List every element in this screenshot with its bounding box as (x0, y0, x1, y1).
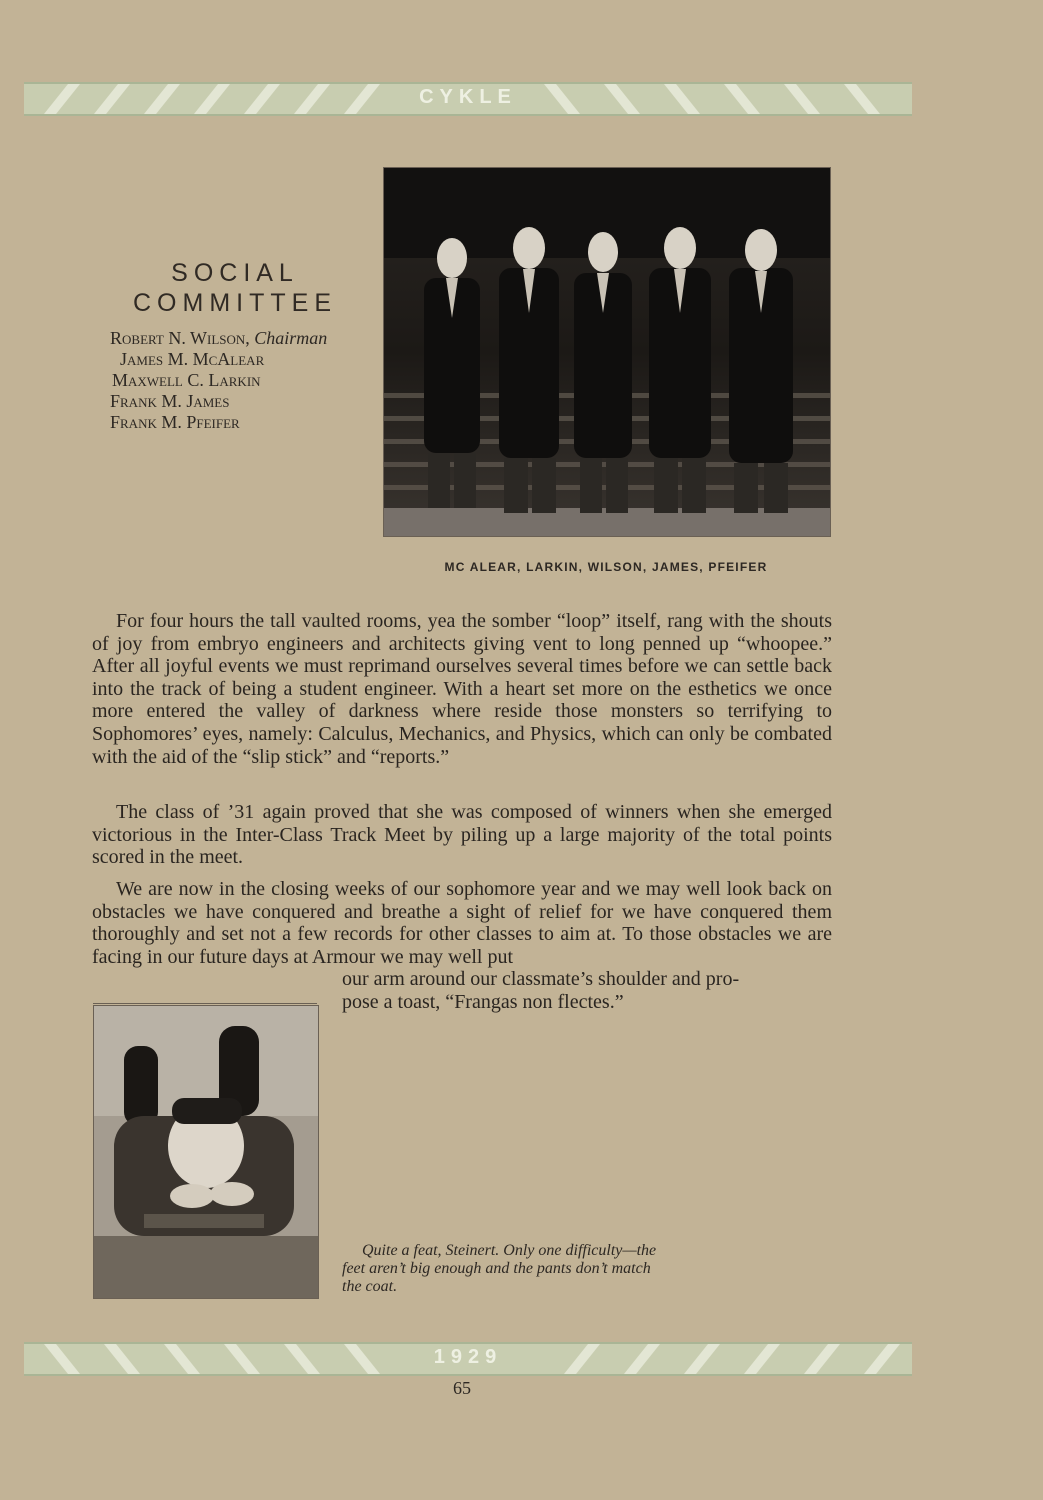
group-photo (383, 167, 831, 537)
member-name: Frank M. Pfeifer (110, 412, 240, 432)
committee-member (110, 328, 380, 349)
paragraph-tail-line-1: our arm around our classmate’s shoulder and pro- (342, 968, 740, 991)
group-photo-image (384, 168, 830, 536)
paragraph-tail-line-2: pose a toast, “Frangas non flectes.” (342, 990, 624, 1013)
header-banner (24, 82, 912, 116)
banner-label-bottom: 1929 (433, 1346, 503, 1368)
committee-heading (110, 258, 360, 318)
paragraph-text: We are now in the closing weeks of our sophomore year and we may well look back on obstacles we have conquered and breathe a sight of relief for we have conquered them thoroughly and set not a few records for other classes to aim at. To those obstacles we are facing in our future days at Armour we may well put (92, 878, 832, 968)
caption-line-2: feet aren’t big enough and the pants don’t match (342, 1260, 651, 1277)
committee-member (110, 370, 380, 391)
committee-member (110, 349, 380, 370)
member-role: Chairman (254, 328, 328, 348)
heading-line-committee: COMMITTEE (133, 289, 337, 317)
caption-line-3: the coat. (342, 1278, 398, 1295)
banner-label-top: CYKLE (419, 86, 517, 108)
member-name: Robert N. Wilson, (110, 328, 250, 348)
page-number: 65 (453, 1378, 471, 1398)
footer-banner (24, 1342, 912, 1376)
member-name: Frank M. James (110, 391, 230, 411)
paragraph-text: For four hours the tall vaulted rooms, yea the somber “loop” itself, rang with the shouts of joy from embryo engineers and architects giving vent to long penned up “whoopee.” After all joyful events we must reprimand ourselves several times before we can settle back into the track of being a student engineer. With a heart set more on the esthetics we once more entered the valley of darkness where reside those monsters so terrifying to Sophomores’ eyes, namely: Calculus, Mechanics, and Physics, which can only be combated with the aid of the “slip stick” and “reports.” (92, 610, 832, 768)
committee-member (110, 391, 380, 412)
steinert-photo-caption (342, 1242, 742, 1296)
member-name: Maxwell C. Larkin (112, 370, 261, 390)
heading-line-social: SOCIAL (171, 259, 299, 287)
body-paragraph-2 (92, 801, 832, 869)
body-paragraph-3 (92, 878, 832, 1014)
photo-top-rule (93, 1003, 317, 1004)
steinert-photo (93, 1005, 319, 1299)
committee-members-list (110, 328, 380, 433)
caption-line-1: Quite a feat, Steinert. Only one difficulty—the (362, 1242, 657, 1259)
member-name: James M. McAlear (120, 349, 265, 369)
steinert-photo-image (94, 1006, 318, 1298)
body-paragraph-1 (92, 610, 832, 768)
paragraph-text: The class of ’31 again proved that she was composed of winners when she emerged victorious in the Inter-Class Track Meet by piling up a large majority of the total points scored in the meet. (92, 801, 832, 869)
committee-member (110, 412, 380, 433)
group-photo-caption: MC ALEAR, LARKIN, WILSON, JAMES, PFEIFER (444, 560, 768, 574)
